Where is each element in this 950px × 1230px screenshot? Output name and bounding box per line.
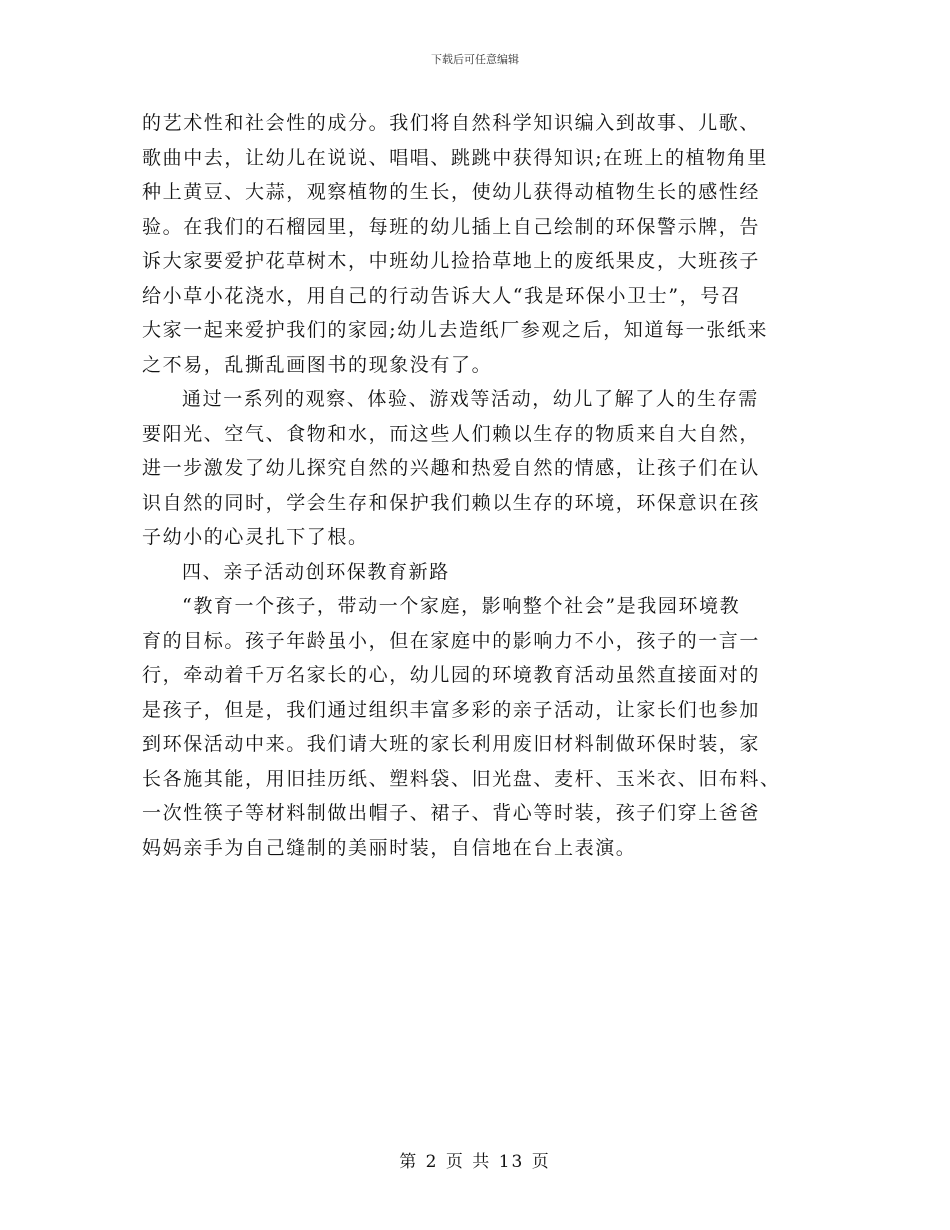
text-line: “教育一个孩子，带动一个家庭，影响整个社会”是我园环境教 — [182, 595, 741, 617]
document-body — [142, 106, 802, 865]
text-line: 识自然的同时，学会生存和保护我们赖以生存的环境，环保意识在孩 — [142, 491, 761, 514]
section-heading — [142, 555, 802, 590]
text-line: 要阳光、空气、食物和水，而这些人们赖以生存的物质来自大自然， — [142, 422, 761, 445]
text-line: 育的目标。孩子年龄虽小，但在家庭中的影响力不小，孩子的一言一 — [142, 629, 761, 652]
text-line: 一次性筷子等材料制做出帽子、裙子、背心等时装，孩子们穿上爸爸 — [142, 802, 761, 824]
section-heading-text: 四、亲子活动创环保教育新路 — [182, 560, 450, 583]
text-line: 的艺术性和社会性的成分。我们将自然科学知识编入到故事、儿歌、 — [142, 112, 761, 134]
page-number-footer: 第 2 页 共 13 页 — [399, 1152, 551, 1172]
page-header: 下载后可任意编辑 — [431, 53, 519, 66]
text-line: 歌曲中去，让幼儿在说说、唱唱、跳跳中获得知识;在班上的植物角里 — [142, 146, 769, 169]
text-line: 大家一起来爱护我们的家园;幼儿去造纸厂参观之后，知道每一张纸来 — [142, 319, 769, 341]
text-line: 长各施其能，用旧挂历纸、塑料袋、旧光盘、麦杆、玉米衣、旧布料、 — [142, 767, 781, 790]
text-line: 诉大家要爱护花草树木，中班幼儿捡拾草地上的废纸果皮，大班孩子 — [142, 250, 761, 272]
text-line: 给小草小花浇水，用自己的行动告诉大人“我是环保小卫士”，号召 — [142, 284, 742, 307]
text-line: 验。在我们的石榴园里，每班的幼儿插上自己绘制的环保警示牌，告 — [142, 215, 761, 238]
text-line: 到环保活动中来。我们请大班的家长利用废旧材料制做环保时装，家 — [142, 733, 761, 755]
text-line: 子幼小的心灵扎下了根。 — [142, 526, 369, 548]
text-line: 种上黄豆、大蒜，观察植物的生长，使幼儿获得动植物生长的感性经 — [142, 181, 761, 203]
text-line: 进一步激发了幼儿探究自然的兴趣和热爱自然的情感，让孩子们在认 — [142, 457, 761, 479]
text-line: 行，牵动着千万名家长的心，幼儿园的环境教育活动虽然直接面对的 — [142, 664, 761, 686]
text-line: 之不易，乱撕乱画图书的现象没有了。 — [142, 353, 493, 376]
paragraph-observation — [142, 382, 802, 555]
paragraph-continuation — [142, 106, 802, 382]
text-line: 是孩子，但是，我们通过组织丰富多彩的亲子活动，让家长们也参加 — [142, 698, 761, 721]
text-line: 妈妈亲手为自己缝制的美丽时装，自信地在台上表演。 — [142, 836, 637, 859]
paragraph-parent-child — [142, 589, 802, 865]
text-line: 通过一系列的观察、体验、游戏等活动，幼儿了解了人的生存需 — [182, 388, 759, 410]
